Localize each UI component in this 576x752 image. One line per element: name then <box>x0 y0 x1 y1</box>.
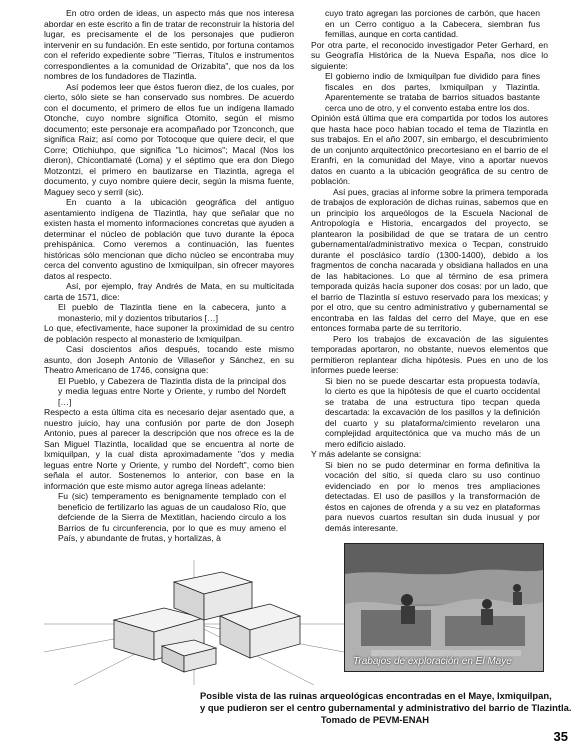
caption-credit: Tomado de PEVM-ENAH <box>320 714 430 725</box>
page-number: 35 <box>553 729 568 744</box>
caption-line: y que pudieron ser el centro gubernamental y administrativo del barrio de Tlazintla. <box>200 702 572 713</box>
ruins-reconstruction-sketch <box>44 560 344 685</box>
block-quote: Si bien no se puede descartar esta propuesta todavía, lo cierto es que la hipótesis de que el cuarto occidental se trataba de una estructura tipo tecpan queda descartada: la excavación de los pasillos y la definición del cuarto y su plataforma/cimiento revelaron una complejidad arquitectónica que va mucho más de un mero edificio aislado. <box>325 375 540 449</box>
photo-caption: Trabajos de exploración en El Maye <box>353 656 512 667</box>
block-quote: El gobierno indio de Ixmiquilpan fue dividido para fines fiscales en dos partes, Ixmiquilpan y Tlazintla. Aparentemente se trataba de barrios situados bastante cerca uno de otro, y el convento estaba entre los dos. <box>325 71 540 113</box>
paragraph: En cuanto a la ubicación geográfica del antiguo asentamiento indígena de Tlazintla, hay que señalar que no existen hasta el momento informaciones concretas que ayuden a determinar el núcleo de población que tuvo durante la época prehispánica. Como veremos a continuación, las fuentes históricas sólo mencionan que dicho núcleo se encontraba muy cerca del convento agustino de Ixmiquilpan, sin ofrecer mayores datos al respecto. <box>44 197 294 281</box>
caption-line: Posible vista de las ruinas arqueológicas encontradas en el Maye, Ixmiquilpan, <box>200 690 552 701</box>
paragraph: En otro orden de ideas, un aspecto más que nos interesa abordar en este escrito a fin de tratar de reconstruir la historia del lugar, es precisamente el de los personajes que pudieron intervenir en su fundación. En este sentido, por fortuna contamos con el referido expediente sobre "Tierras, Títulos e instrumentos correspondientes a la comunidad de Orizabita", que nos da los nombres de los fundadores de Tlazintla. <box>44 8 294 81</box>
paragraph: Casi doscientos años después, tocando este mismo asunto, don Joseph Antonio de Villaseñor y Sánchez, en su Theatro Americano de 1746, consigna que: <box>44 344 294 375</box>
paragraph: Así podemos leer que éstos fueron diez, de los cuales, por cierto, sólo siete se han conservado sus nombres. De acuerdo con el documento, el primero de ellos fue un indígena llamado Otonche, cuyo nombre significa Otomito, según el mismo documento; este personaje era acompañado por Tzonconch, que significa Raiz; así como por Totocoque que quiere decir, el que Corre; Otichiuhpo, que significa "Lo hicimos"; Macal (Nos los dieron), Chicontlamaté (Loma) y el séptimo que era don Diego Motzontzi, el primero en bautizarse en Tlazintla, agrega el documento, y cuyo nombre quiere decir, según la misma fuente, Maguey seco y serril (sic). <box>44 81 294 197</box>
excavation-photo <box>345 544 543 671</box>
paragraph: Así pues, gracias al informe sobre la primera temporada de trabajos de exploración de dichas ruinas, sabemos que en un principio los arqueólogos de la Escuela Nacional de Antropología e Historia, encargados del proyecto, se plantearon la posibilidad de que se tratara de un centro gubernamental/administrativo mexica o Tecpan, construido durante el posclásico tardío (1300-1400), debido a los fragmentos de concha nacarada y obsidiana hallados en una de las habitaciones. Lo que al término de esa primera temporada quizás hacía suponer dos cosas: por un lado, que el barrio de Tlazintla sí estuvo reservado para los mexicas; y por el otro, que su centro administrativo y gubernamental se encontraba en las faldas del cerro del Maye, que en ese entonces formaba parte de su territorio. <box>311 186 548 333</box>
block-quote: Si bien no se pudo determinar en forma definitiva la vocación del sitio, sí queda claro su uso continuo evidenciado en por lo menos tres ampliaciones detectadas. El uso de pasillos y la transformación de éstos en cajones de ofrenda y a su vez en plataformas para nuevos cuartos resultan sin duda inusual y por demás interesante. <box>325 459 540 533</box>
block-quote: Fu (sic) temperamento es benignamente templado con el beneficio de fertilizarlo las aguas de un caudaloso Río, que defciende de la Sierra de Mextitlan, haciendo circulo a los Barrios de fu circunferencia, por lo que es muy ameno el País, y abundante de frutas, y hortalizas, à <box>58 491 286 543</box>
paragraph: Lo que, efectivamente, hace suponer la proximidad de su centro de población respecto al monasterio de Ixmiquilpan. <box>44 323 294 344</box>
paragraph: Así, por ejemplo, fray Andrés de Mata, en su multicitada carta de 1571, dice: <box>44 281 294 302</box>
paragraph: Y más adelante se consigna: <box>311 449 422 459</box>
excavation-photo-frame <box>344 543 544 672</box>
figure-caption <box>200 690 572 726</box>
left-text-column <box>44 8 294 544</box>
paragraph: Por otra parte, el reconocido investigador Peter Gerhard, en su Geografía Histórica de la Nueva España, nos dice lo siguiente: <box>311 39 548 71</box>
block-quote: El pueblo de Tlazintla tiene en la cabecera, junto a monasterio, mil y dozientos tributarios […] <box>58 302 286 323</box>
block-quote: cuyo trato agregan las porciones de carbón, que hacen en un Cerro contiguo a la Cabecera, siembran fus femillas, aunque en corta cantidad. <box>325 8 540 39</box>
paragraph: Respecto a esta última cita es necesario dejar asentado que, a nuestro juicio, hay una confusión por parte de don Joseph Antonio, pues al parecer la descripción que nos ofrece es la de San Miguel Tlazintla, localidad que se encuentra al norte de Ixmiquilpan, y la cual dista aproximadamente "dos y media leguas entre Norte y Oriente, y rumbo del Nordeft", como bien señala el autor. Sostenemos lo anterior, con base en la información que este mismo autor agrega líneas adelante: <box>44 407 294 491</box>
paragraph: Opinión está última que era compartida por todos los autores que hasta hace poco habían tocado el tema de Tlazintla en sus trabajos. En el año 2007, sin embargo, el descubrimiento de un conjunto arquitectónico precortesiano en el barrio de el Eranfri, en la comunidad del Maye, vino a aportar nuevos datos en cuanto a la ubicación geográfica de su centro de población. <box>311 113 548 186</box>
paragraph: Pero los trabajos de excavación de las siguientes temporadas aportaron, no obstante, nuevos elementos que permitieron replantear dicha hipótesis. Pues en uno de los informes puede leerse: <box>311 333 548 375</box>
block-quote: El Pueblo, y Cabezera de Tlazintla dista de la principal dos y media leguas entre Norte y Oriente, y rumbo del Nordeft […] <box>58 375 286 407</box>
right-text-column <box>311 8 548 533</box>
